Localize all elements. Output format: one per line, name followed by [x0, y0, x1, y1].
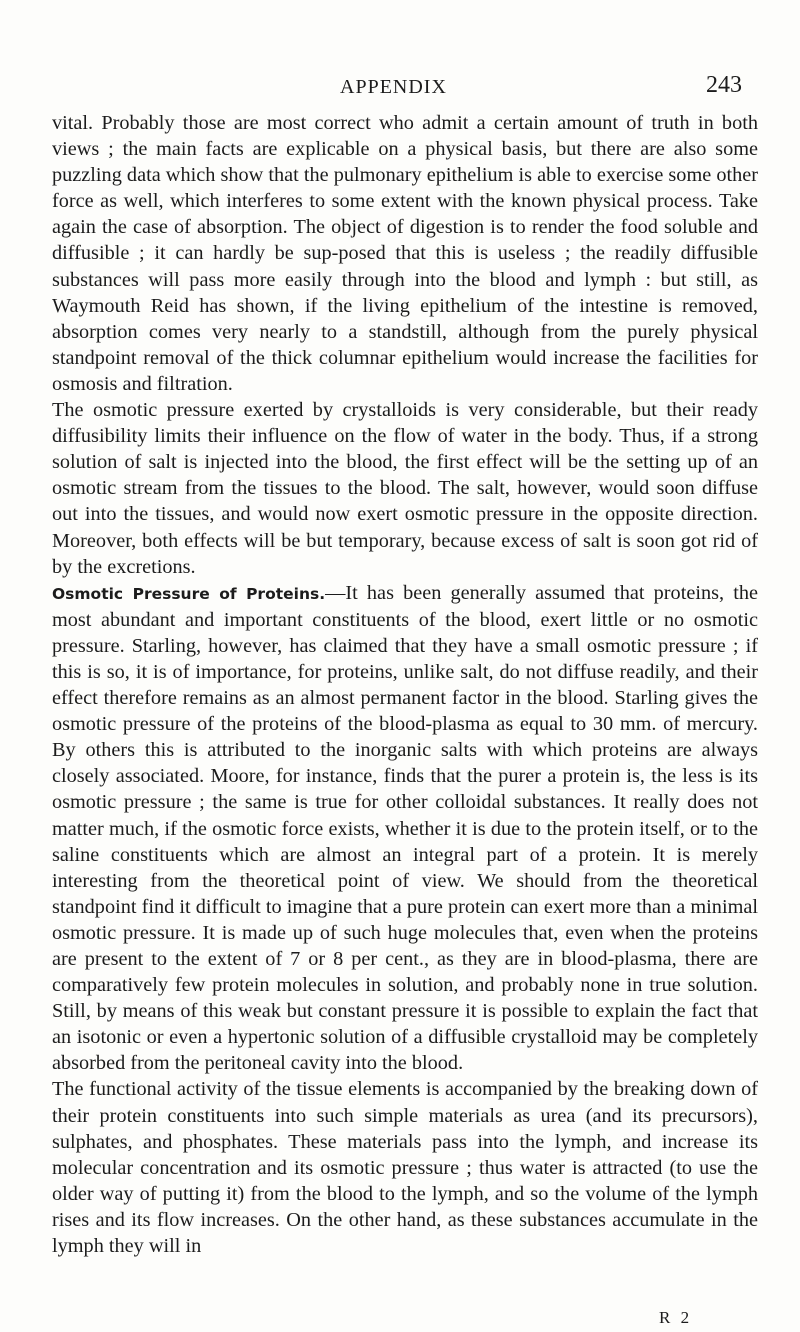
paragraph-1: vital. Probably those are most correct who admit a certain amount of truth in both views ; the main facts are explicable on a physical basis, but there are also some puzzling data which show that the pulmonary epithelium is able to exercise some other force as well, which interferes to some extent with the known physical process. Take again the case of absorption. The object of digestion is to render the food soluble and diffusible ; it can hardly be sup-posed that this is useless ; the readily diffusible substances will pass more easily through into the blood and lymph : but still, as Waymouth Reid has shown, if the living epithelium of the intestine is removed, absorption comes very nearly to a standstill, although from the purely physical standpoint removal of the thick columnar epithelium would increase the facilities for osmosis and filtration. — [52, 112, 758, 395]
running-head — [0, 72, 800, 102]
paragraph-4: The functional activity of the tissue elements is accompanied by the breaking down of their protein constituents into such simple materials as urea (and its precursors), sulphates, and phosphates. These materials pass into the lymph, and increase its molecular concentration and its osmotic pressure ; thus water is attracted (to use the older way of putting it) from the blood to the lymph, and so the volume of the lymph rises and its flow increases. On the other hand, as these substances accumulate in the lymph they will in — [52, 1078, 758, 1258]
page-number: 243 — [706, 72, 742, 98]
signature-mark: R 2 — [659, 1308, 693, 1327]
paragraph-3-text: —It has been generally assumed that proteins, the most abundant and important constituents of the blood, exert little or no osmotic pressure. Starling, however, has claimed that they have a small osmotic pressure ; if this is so, it is of importance, for proteins, unlike salt, do not diffuse readily, and their effect therefore remains as an almost permanent factor in the blood. Starling gives the osmotic pressure of the proteins of the blood-plasma as equal to 30 mm. of mercury. By others this is attributed to the inorganic salts with which proteins are always closely associated. Moore, for instance, finds that the purer a protein is, the less is its osmotic pressure ; the same is true for other colloidal substances. It really does not matter much, if the osmotic force exists, whether it is due to the protein itself, or to the saline constituents which are almost an integral part of a protein. It is merely interesting from the theoretical point of view. We should from the theoretical standpoint find it difficult to imagine that a pure protein can exert more than a minimal osmotic pressure. It is made up of such huge molecules that, even when the proteins are present to the extent of 7 or 8 per cent., as they are in blood-plasma, there are comparatively few protein molecules in solution, and probably none in true solution. Still, by means of this weak but constant pressure it is possible to explain the fact that an isotonic or even a hypertonic solution of a diffusible crystalloid may be completely absorbed from the peritoneal cavity into the blood. — [52, 581, 758, 1075]
paragraph-3 — [52, 580, 758, 1077]
section-heading: Osmotic Pressure of Proteins. — [52, 584, 326, 603]
paragraph-2: The osmotic pressure exerted by crystalloids is very considerable, but their ready diffusibility limits their influence on the flow of water in the body. Thus, if a strong solution of salt is injected into the blood, the first effect will be the setting up of an osmotic stream from the tissues to the blood. The salt, however, would soon diffuse out into the tissues, and would now exert osmotic pressure in the opposite direction. Moreover, both effects will be but temporary, because excess of salt is soon got rid of by the excretions. — [52, 399, 758, 578]
body-text — [52, 110, 758, 1259]
running-title: APPENDIX — [340, 76, 447, 98]
